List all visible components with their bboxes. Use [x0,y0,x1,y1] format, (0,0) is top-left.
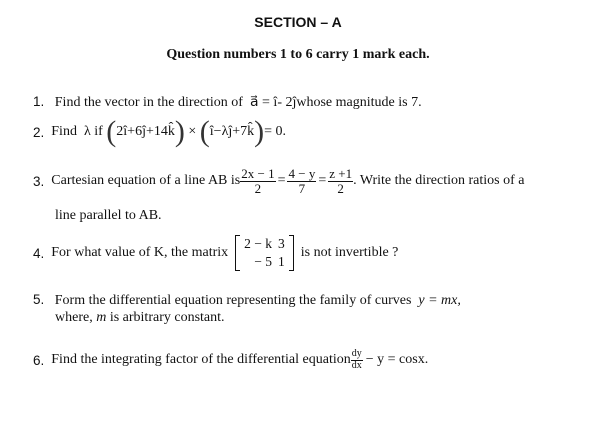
variable-m: m [96,310,107,325]
right-paren: ) [254,115,265,148]
right-paren: ) [174,115,185,148]
vector-two: î−λĵ+7k̂ [209,124,255,139]
vector-one: 2î+6ĵ+14k̂ [116,124,175,139]
fraction-y: $\frac{4 - y}{7}$ [288,165,316,196]
fraction-x: $\frac{2x - 1}{2}$ [241,165,275,196]
fraction-z: $\frac{z +1}{2}$ [329,165,353,196]
cross-sign: × [188,124,197,139]
question-3 [33,164,525,198]
matrix-cell: − 5 [254,254,273,269]
section-title: SECTION – A [254,14,342,30]
question-number: 5. [33,292,45,307]
question-text: Cartesian equation of a line AB is [51,173,241,188]
question-5-line-2: where, m is arbitrary constant. [55,310,225,325]
question-number: 2. [33,124,45,140]
section-subtitle: Question numbers 1 to 6 carry 1 mark each. [166,47,430,62]
matrix-cell: 1 [278,254,285,269]
question-number: 1. [33,94,45,109]
matrix-cell: 2 − k [244,236,273,251]
question-number: 3. [33,173,45,189]
lambda-if: λ if [83,124,103,139]
question-text: Find [51,124,77,139]
question-text-after: . Write the direction ratios of a [353,173,525,188]
vector-expression: a⃗ = î- 2ĵ [249,95,297,110]
derivative-fraction: $\frac{dy}{dx}$ [351,348,362,371]
equation: y = mx, [418,293,461,308]
question-1 [33,94,422,111]
equals-sign: = [277,173,286,188]
question-number: 4. [33,245,45,261]
question-text: For what value of K, the matrix [51,245,229,260]
question-text: Find the integrating factor of the differential equation [51,352,351,367]
question-text: Form the differential equation representing the family of curves [54,293,412,308]
left-paren: ( [199,115,210,148]
question-3-line-2: line parallel to AB. [55,208,162,223]
question-text-after: − y = cosx. [365,352,429,367]
question-6 [33,345,428,375]
matrix [235,235,294,271]
question-text-after: is not invertible ? [300,245,399,260]
question-5 [33,292,461,309]
matrix-cell: 3 [278,236,285,251]
question-number: 6. [33,352,45,368]
left-paren: ( [106,115,117,148]
question-4 [33,232,398,274]
question-text: Find the vector in the direction of [54,95,243,110]
question-2 [33,115,286,149]
question-text-after: whose magnitude is 7. [296,95,422,110]
equals-sign: = [318,173,327,188]
question-text-after: = 0. [264,124,287,139]
